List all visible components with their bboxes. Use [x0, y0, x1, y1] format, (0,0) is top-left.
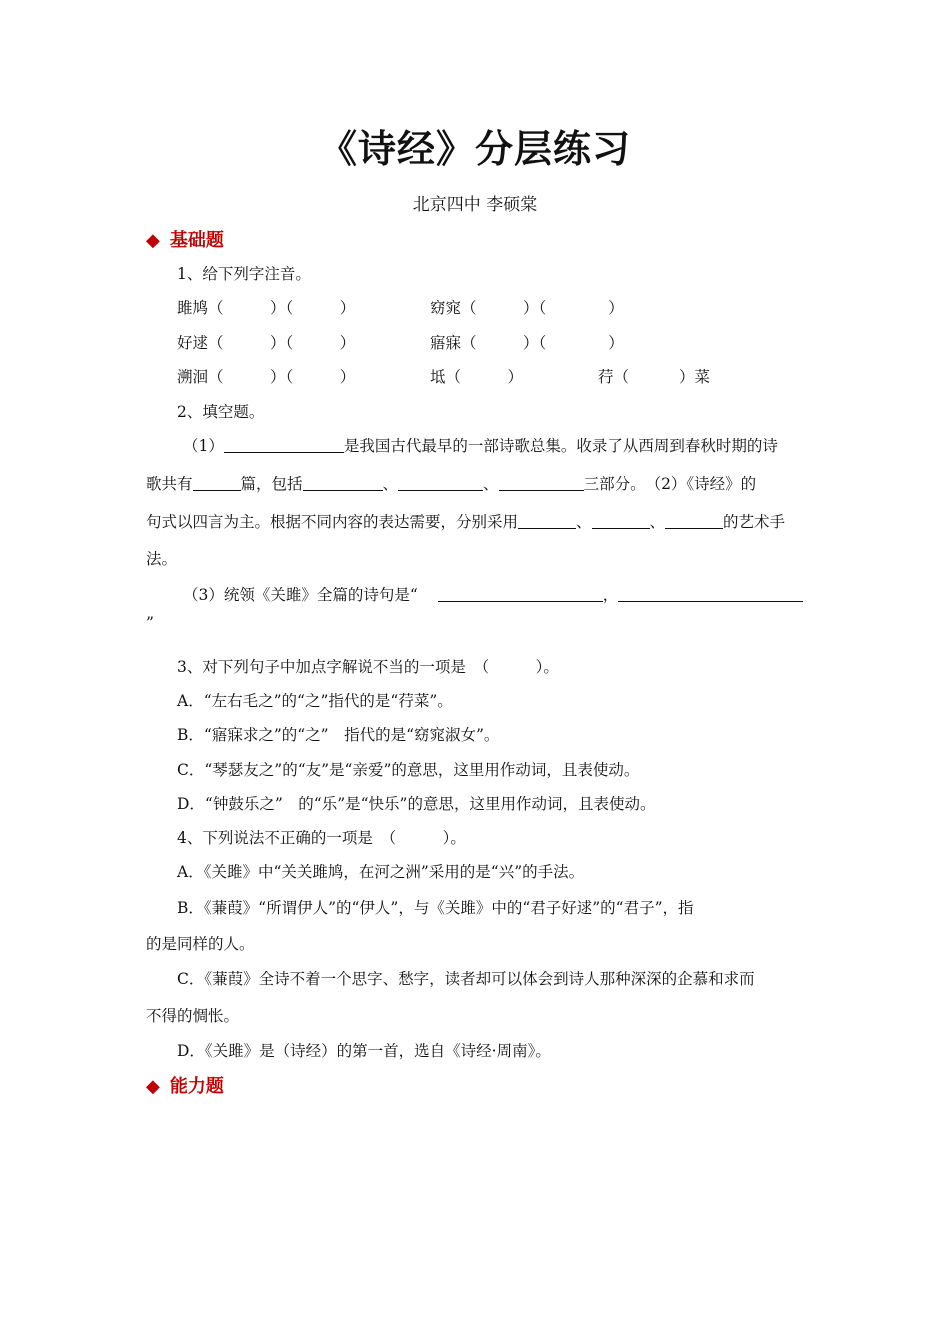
line-text: 篇，包括 [240, 475, 303, 493]
fill-line [146, 510, 785, 532]
answer-blank[interactable] [398, 476, 483, 491]
answer-blank[interactable] [592, 514, 650, 529]
question-4-stem: 4、下列说法不正确的一项是 （ ）。 [177, 829, 466, 847]
fill-line [183, 583, 803, 605]
sub-number: （1） [183, 437, 224, 455]
pinyin-item: 寤寐（ ）（ ） [430, 334, 624, 352]
option-b: B．“寤寐求之”的“之” 指代的是“窈窕淑女”。 [177, 726, 500, 744]
diamond-bullet-icon: ◆ [146, 230, 160, 251]
fill-line [183, 434, 778, 456]
option-a: A．“左右毛之”的“之”指代的是“荇菜”。 [177, 692, 453, 710]
line-text: 三部分。 （2）《诗经》的 [583, 475, 757, 493]
option-c: C．“琴瑟友之”的“友”是“亲爱”的意思，这里用作动词，且表使动。 [177, 761, 640, 779]
option-a: A．《关雎》中“关关雎鸠，在河之洲”采用的是“兴”的手法。 [177, 863, 585, 881]
answer-blank[interactable] [193, 476, 241, 491]
pinyin-item: 好逑（ ）（ ） [177, 334, 356, 352]
answer-blank[interactable] [618, 587, 803, 602]
line-text: ， [602, 586, 619, 604]
line-text: （3）统领《关雎》全篇的诗句是“ [183, 586, 418, 604]
line-text: 句式以四言为主。根据不同内容的表达需要，分别采用 [146, 513, 519, 531]
fill-line: ” [146, 614, 154, 632]
answer-blank[interactable] [438, 587, 603, 602]
line-text: 的艺术手 [723, 513, 786, 531]
line-text: 是我国古代最早的一部诗歌总集。收录了从西周到春秋时期的诗 [343, 437, 778, 455]
answer-blank[interactable] [665, 514, 723, 529]
pinyin-item: 窈窕（ ）（ ） [430, 299, 624, 317]
fill-line [146, 472, 756, 494]
option-b: B．《蒹葭》“所谓伊人”的“伊人”，与《关雎》中的“君子好逑”的“君子”，指 [177, 899, 694, 917]
answer-blank[interactable] [499, 476, 584, 491]
question-2-stem: 2、填空题。 [177, 403, 265, 421]
diamond-bullet-icon: ◆ [146, 1076, 160, 1097]
pinyin-item: 溯洄（ ）（ ） [177, 368, 356, 386]
option-d: D．“钟鼓乐之” 的“乐”是“快乐”的意思，这里用作动词，且表使动。 [177, 795, 656, 813]
line-text: 、 [483, 475, 499, 493]
line-text: 歌共有 [146, 475, 193, 493]
answer-blank[interactable] [303, 476, 383, 491]
question-1-stem: 1、给下列字注音。 [177, 265, 311, 283]
pinyin-item: 坻（ ） [430, 368, 524, 386]
option-c-continued: 不得的惆怅。 [146, 1007, 240, 1025]
line-text: 、 [576, 513, 592, 531]
question-3-stem: 3、对下列句子中加点字解说不当的一项是 （ ）。 [177, 658, 559, 676]
answer-blank[interactable] [224, 438, 344, 453]
section-title: 基础题 [169, 230, 224, 251]
option-c: C．《蒹葭》全诗不着一个思字、愁字，读者却可以体会到诗人那种深深的企慕和求而 [177, 970, 755, 988]
line-text: 、 [649, 513, 666, 531]
option-b-continued: 的是同样的人。 [146, 935, 255, 953]
page-title: 《诗经》分层练习 [318, 127, 631, 171]
section-heading-ability [146, 1072, 224, 1098]
pinyin-item [598, 365, 710, 387]
section-title: 能力题 [169, 1076, 224, 1097]
answer-blank[interactable] [518, 514, 576, 529]
option-d: D．《关雎》是（诗经）的第一首，选自《诗经·周南》。 [177, 1042, 551, 1060]
line-text: 、 [382, 475, 399, 493]
fill-line: 法。 [146, 550, 178, 568]
pinyin-item-start: 荇（ [598, 368, 630, 386]
pinyin-item: 雎鸠（ ）（ ） [177, 299, 356, 317]
author-line: 北京四中 李硕棠 [412, 195, 538, 215]
pinyin-item-end: ）菜 [679, 368, 711, 386]
section-heading-basic [146, 226, 224, 252]
